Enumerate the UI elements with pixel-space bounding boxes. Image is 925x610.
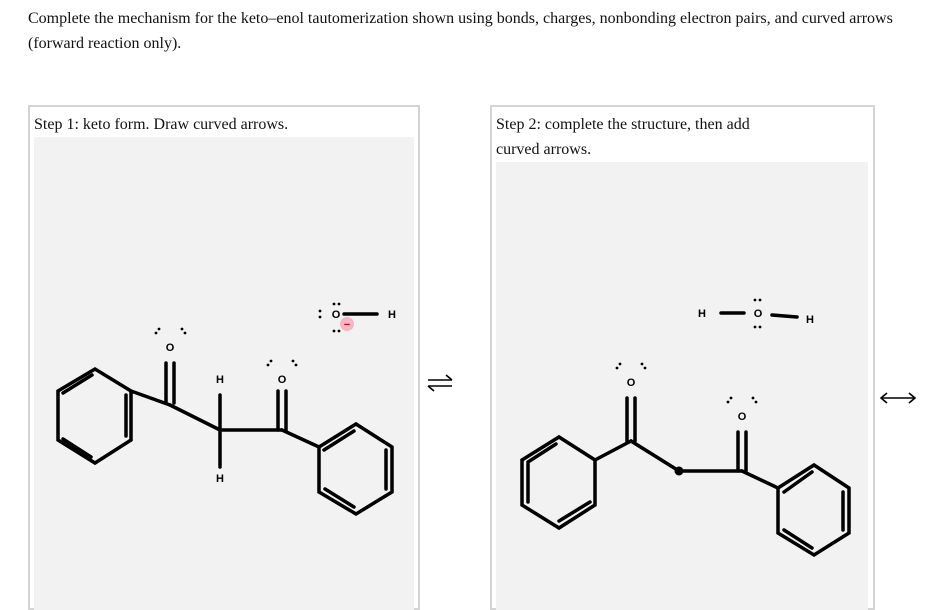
step1-drawing-canvas[interactable] <box>34 137 414 610</box>
step1-h-bottom-label: H <box>216 473 224 485</box>
step2-panel <box>490 105 875 610</box>
step1-o-left-label: O <box>165 342 175 354</box>
step2-water-h-left-label: H <box>698 308 706 320</box>
step2-molecule <box>496 162 868 610</box>
step2-o-left-label: O <box>626 377 636 389</box>
resonance-arrow-icon[interactable] <box>878 388 918 408</box>
equilibrium-arrow-icon <box>426 370 454 396</box>
question-prompt: Complete the mechanism for the keto–enol tautomerization shown using bonds, charges, nonbonding electron pairs, and curved arrows (forward reaction only). <box>28 10 893 52</box>
step1-right-benzene-ring <box>319 424 392 514</box>
step2-left-benzene-ring <box>522 437 595 528</box>
step1-negative-charge-label: − <box>343 319 351 331</box>
step1-left-benzene-ring <box>58 369 131 463</box>
step2-drawing-canvas[interactable] <box>496 162 868 610</box>
step1-hydroxide-h-label: H <box>388 309 396 321</box>
step2-right-benzene-ring <box>778 465 849 555</box>
step1-title: Step 1: keto form. Draw curved arrows. <box>34 116 289 133</box>
step1-panel <box>28 105 420 610</box>
step2-carbanion-dot <box>675 467 684 476</box>
step2-water-h-right-label: H <box>806 314 814 326</box>
step2-o-right-label: O <box>737 411 747 423</box>
step2-title: Step 2: complete the structure, then add curved arrows. <box>496 116 750 158</box>
step2-water-o-label: O <box>753 308 763 320</box>
step1-lone-pairs <box>155 303 341 367</box>
step1-hydroxide-o-label: O <box>331 309 341 321</box>
step1-h-top-label: H <box>216 374 224 386</box>
step1-o-right-label: O <box>277 374 287 386</box>
step1-molecule <box>34 137 414 610</box>
